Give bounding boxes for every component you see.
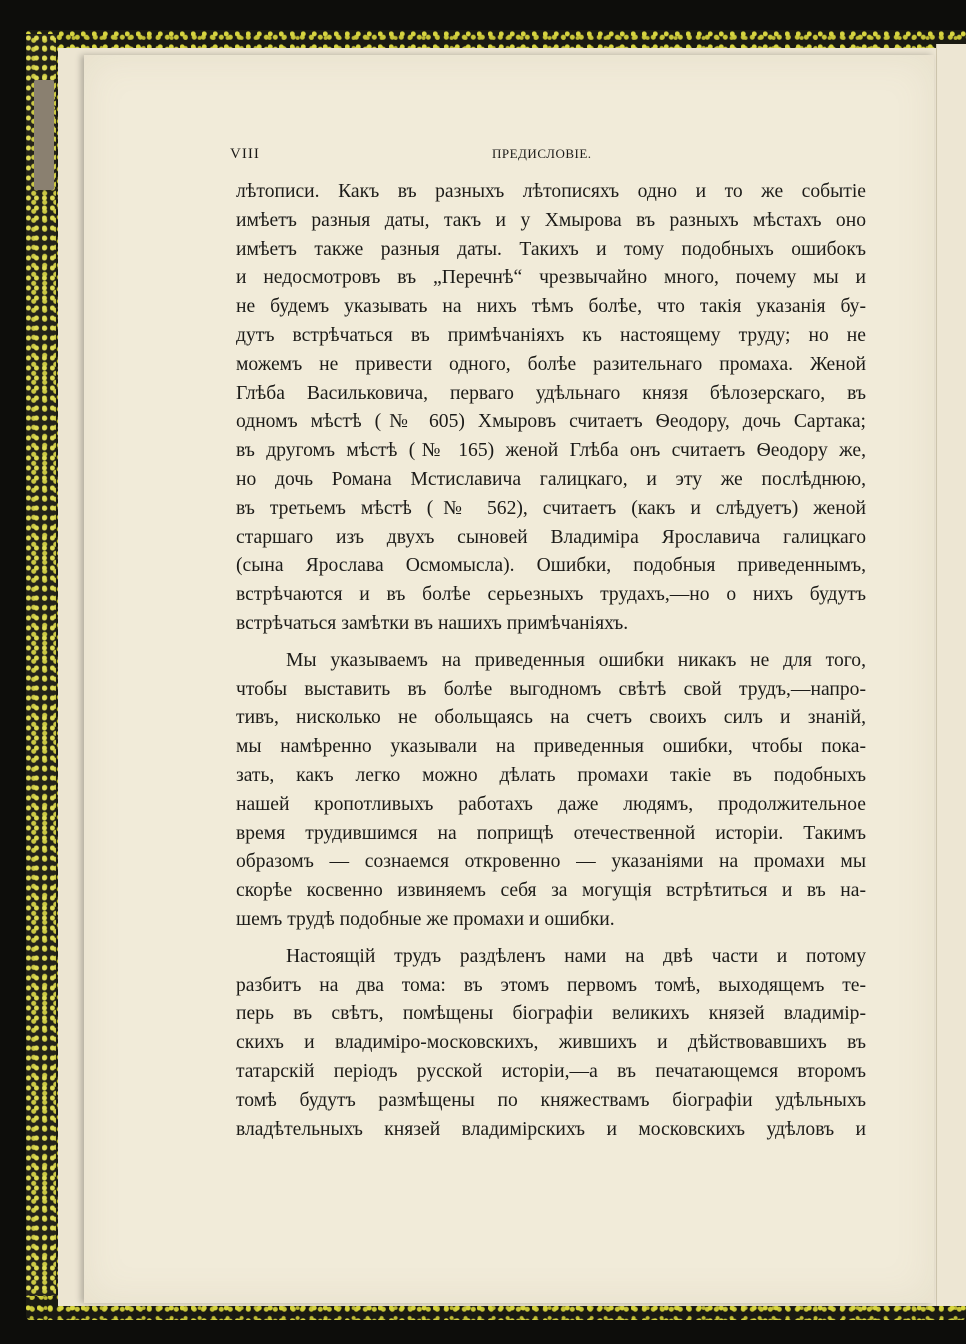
binding-tab xyxy=(34,80,54,190)
text-line: одномъ мѣстѣ (№ 605) Хмыровъ считаетъ Ѳеодору, дочь Сартака; xyxy=(236,411,866,433)
text-line: встрѣчаться замѣтки въ нашихъ примѣчаніяхъ. xyxy=(236,612,629,634)
text-line: Глѣба Васильковича, перваго удѣльнаго князя бѣлозерскаго, въ xyxy=(236,382,866,404)
body-text xyxy=(236,178,866,1144)
text-line: въ другомъ мѣстѣ (№ 165) женой Глѣба онъ считаетъ Ѳеодору же, xyxy=(236,440,866,462)
text-line: можемъ не привести одного, болѣе разительнаго промаха. Женой xyxy=(236,353,866,375)
text-line: томѣ будутъ размѣщены по княжествамъ біографіи удѣльныхъ xyxy=(236,1089,866,1111)
text-line: мы намѣренно указывали на приведенныя ошибки, чтобы пока- xyxy=(236,736,866,758)
text-line: тивъ, нисколько не обольщаясь на счетъ своихъ силъ и знаній, xyxy=(236,707,866,729)
text-line: Настоящій трудъ раздѣленъ нами на двѣ части и потому xyxy=(286,945,866,967)
text-line: но дочь Романа Мстиславича галицкаго, и эту же послѣднюю, xyxy=(236,468,866,490)
running-title: ПРЕДИСЛОВІЕ. xyxy=(492,146,592,161)
paragraph-gap xyxy=(236,639,866,647)
page-header xyxy=(230,146,870,166)
text-line: (сына Ярослава Осмомысла). Ошибки, подобныя приведеннымъ, xyxy=(236,555,866,577)
text-line: нашей кропотливыхъ работахъ даже людямъ, продолжительное xyxy=(236,793,866,815)
text-line: имѣетъ также разныя даты. Такихъ и тому подобныхъ ошибокъ xyxy=(236,238,866,260)
text-line: Мы указываемъ на приведенныя ошибки никакъ не для того, xyxy=(286,649,866,671)
text-line: шемъ трудѣ подобные же промахи и ошибки. xyxy=(236,908,615,930)
marbled-spine xyxy=(26,34,56,1296)
text-line: лѣтописи. Какъ въ разныхъ лѣтописяхъ одно и то же событіе xyxy=(236,181,866,202)
text-line: встрѣчаются и въ болѣе серьезныхъ трудахъ,—но о нихъ будутъ xyxy=(236,584,866,606)
text-line: скихъ и владиміро-московскихъ, жившихъ и дѣйствовавшихъ въ xyxy=(236,1032,866,1054)
page-number: VIII xyxy=(230,146,260,162)
text-line: и недосмотровъ въ „Перечнѣ“ чрезвычайно много, почему мы и xyxy=(236,267,866,289)
text-line: чтобы выставить въ болѣе выгодномъ свѣтѣ свой трудъ,—напро- xyxy=(236,678,866,700)
text-line: скорѣе косвенно извиняемъ себя за могущія встрѣтиться и въ на- xyxy=(236,880,866,902)
text-line: перь въ свѣтъ, помѣщены біографіи великихъ князей владимір- xyxy=(236,1003,866,1025)
text-line: зать, какъ легко можно дѣлать промахи такіе въ подобныхъ xyxy=(236,764,866,786)
text-line: имѣетъ разныя даты, такъ и у Хмырова въ разныхъ мѣстахъ оно xyxy=(236,209,866,231)
facing-page-edge xyxy=(936,44,966,1306)
text-line: владѣтельныхъ князей владимірскихъ и московскихъ удѣловъ и xyxy=(236,1118,866,1140)
text-line: татарскій періодъ русской исторіи,—а въ печатающемся второмъ xyxy=(236,1060,866,1082)
text-line: въ третьемъ мѣстѣ (№ 562), считаетъ (какъ и слѣдуетъ) женой xyxy=(236,497,866,519)
text-line: время трудившимся на поприщѣ отечественной исторіи. Такимъ xyxy=(236,822,866,844)
text-line: образомъ — сознаемся откровенно — указаніями на промахи мы xyxy=(236,851,866,873)
text-line: дутъ встрѣчаться въ примѣчаніяхъ къ настоящему труду; но не xyxy=(236,324,866,346)
text-line: не будемъ указывать на нихъ тѣмъ болѣе, что такія указанія бу- xyxy=(236,296,866,318)
text-line: разбитъ на два тома: въ этомъ первомъ томѣ, выходящемъ те- xyxy=(236,974,866,996)
text-line: старшаго изъ двухъ сыновей Владиміра Ярославича галицкаго xyxy=(236,526,866,548)
paragraph-gap xyxy=(236,935,866,943)
